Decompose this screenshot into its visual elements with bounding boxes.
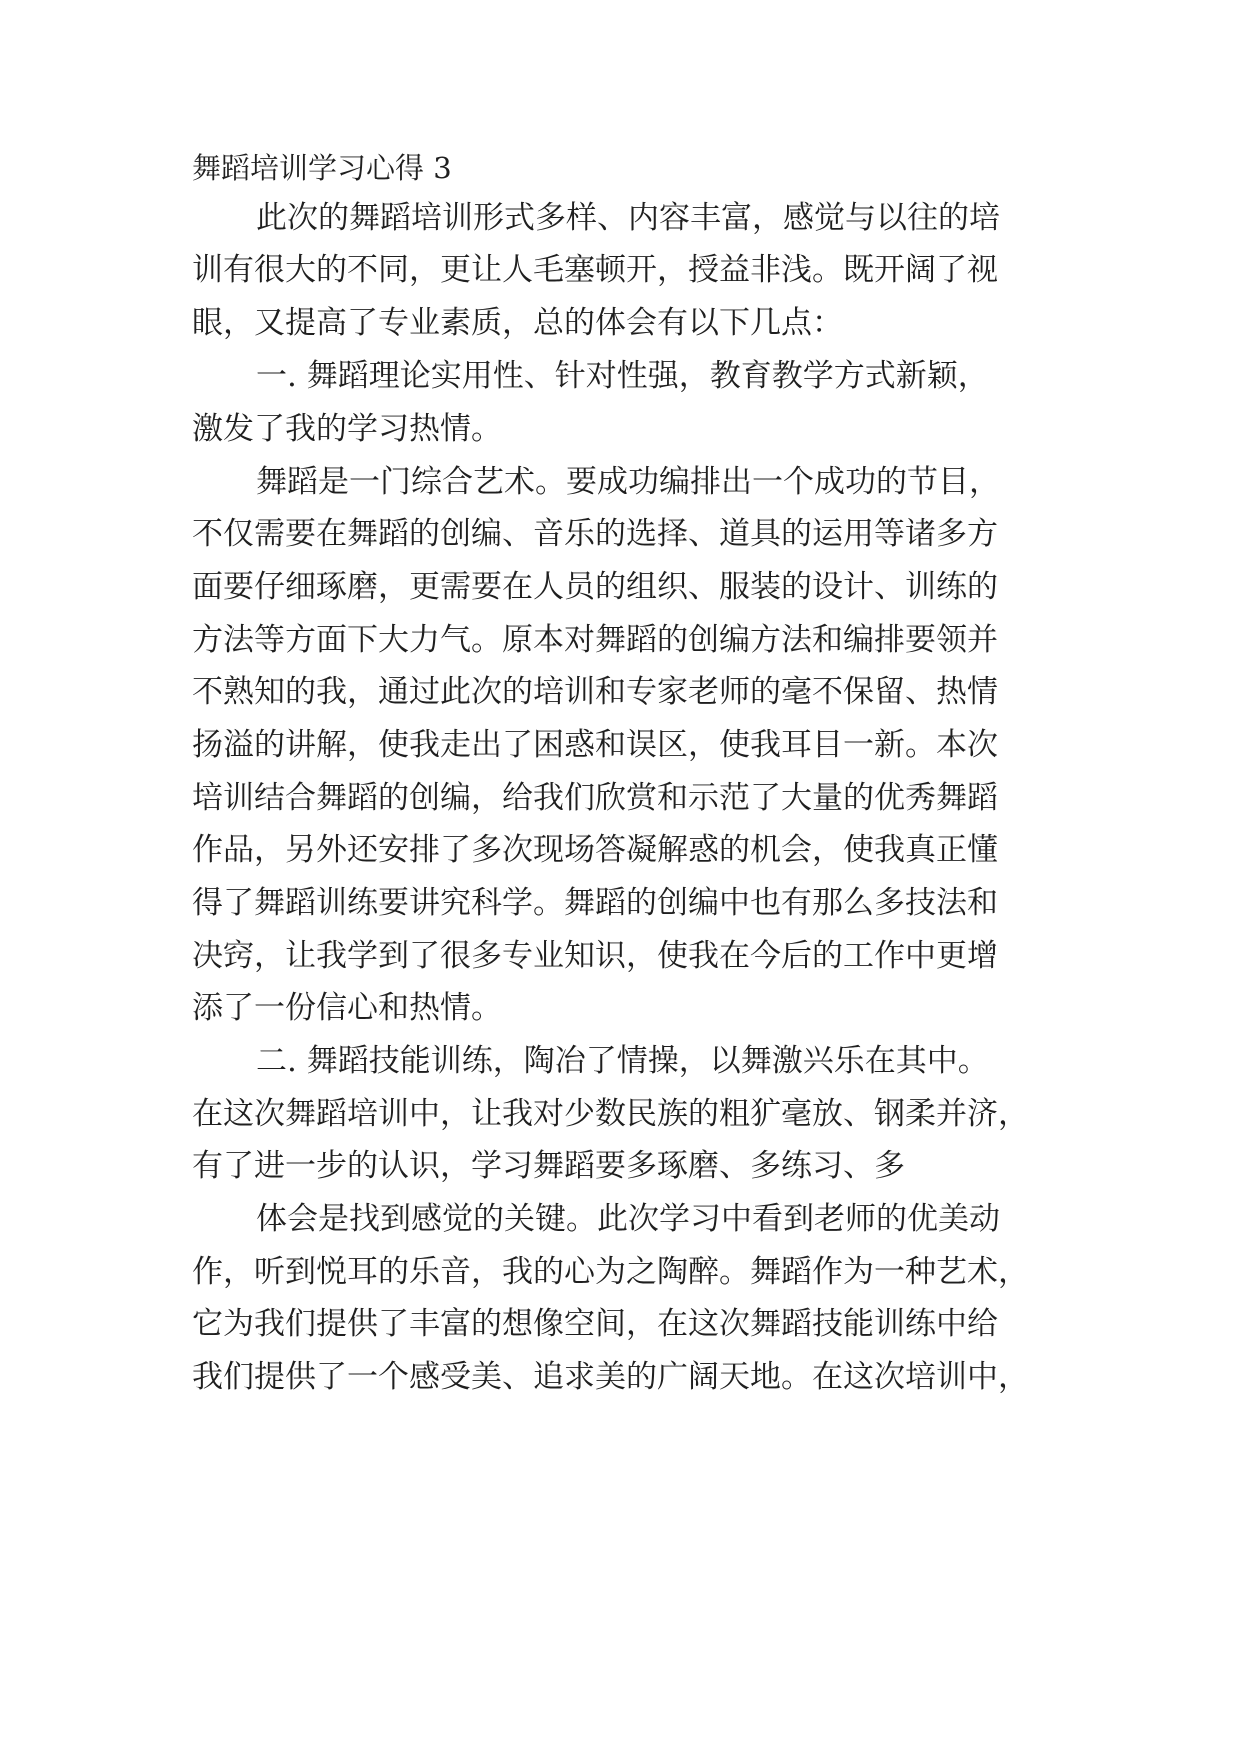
paragraph-line: 体会是找到感觉的关键。此次学习中看到老师的优美动 bbox=[256, 1201, 1000, 1237]
paragraph-line: 作品，另外还安排了多次现场答凝解惑的机会，使我真正懂 bbox=[192, 832, 998, 868]
paragraph-line: 我们提供了一个感受美、追求美的广阔天地。在这次培训中， bbox=[192, 1359, 1029, 1395]
document-title: 舞蹈培训学习心得 3 bbox=[192, 151, 452, 185]
paragraph-line: 作，听到悦耳的乐音，我的心为之陶醉。舞蹈作为一种艺术， bbox=[192, 1254, 1029, 1290]
paragraph-line: 不熟知的我，通过此次的培训和专家老师的毫不保留、热情 bbox=[192, 674, 998, 710]
paragraph-line: 不仅需要在舞蹈的创编、音乐的选择、道具的运用等诸多方 bbox=[192, 516, 998, 552]
paragraph-line: 得了舞蹈训练要讲究科学。舞蹈的创编中也有那么多技法和 bbox=[192, 885, 998, 921]
paragraph-line: 决窍，让我学到了很多专业知识，使我在今后的工作中更增 bbox=[192, 938, 998, 974]
paragraph-line: 眼，又提高了专业素质，总的体会有以下几点： bbox=[192, 305, 843, 341]
section-heading: 一. 舞蹈理论实用性、针对性强，教育教学方式新颖， bbox=[256, 358, 989, 394]
paragraph-line: 在这次舞蹈培训中，让我对少数民族的粗犷毫放、钢柔并济， bbox=[192, 1096, 1029, 1132]
paragraph-line: 添了一份信心和热情。 bbox=[192, 990, 502, 1026]
paragraph-line: 方法等方面下大力气。原本对舞蹈的创编方法和编排要领并 bbox=[192, 622, 998, 658]
paragraph-line: 有了进一步的认识，学习舞蹈要多琢磨、多练习、多 bbox=[192, 1148, 905, 1184]
section-heading: 激发了我的学习热情。 bbox=[192, 411, 502, 447]
paragraph-line: 扬溢的讲解，使我走出了困惑和误区，使我耳目一新。本次 bbox=[192, 727, 998, 763]
paragraph-line: 训有很大的不同，更让人毛塞顿开，授益非浅。既开阔了视 bbox=[192, 252, 998, 288]
paragraph-line: 它为我们提供了丰富的想像空间，在这次舞蹈技能训练中给 bbox=[192, 1306, 998, 1342]
paragraph-line: 培训结合舞蹈的创编，给我们欣赏和示范了大量的优秀舞蹈 bbox=[192, 780, 998, 816]
paragraph-line: 此次的舞蹈培训形式多样、内容丰富，感觉与以往的培 bbox=[256, 200, 1000, 236]
paragraph-line: 舞蹈是一门综合艺术。要成功编排出一个成功的节目， bbox=[256, 464, 1000, 500]
paragraph-line: 面要仔细琢磨，更需要在人员的组织、服装的设计、训练的 bbox=[192, 569, 998, 605]
section-heading: 二. 舞蹈技能训练，陶冶了情操，以舞激兴乐在其中。 bbox=[256, 1043, 989, 1079]
